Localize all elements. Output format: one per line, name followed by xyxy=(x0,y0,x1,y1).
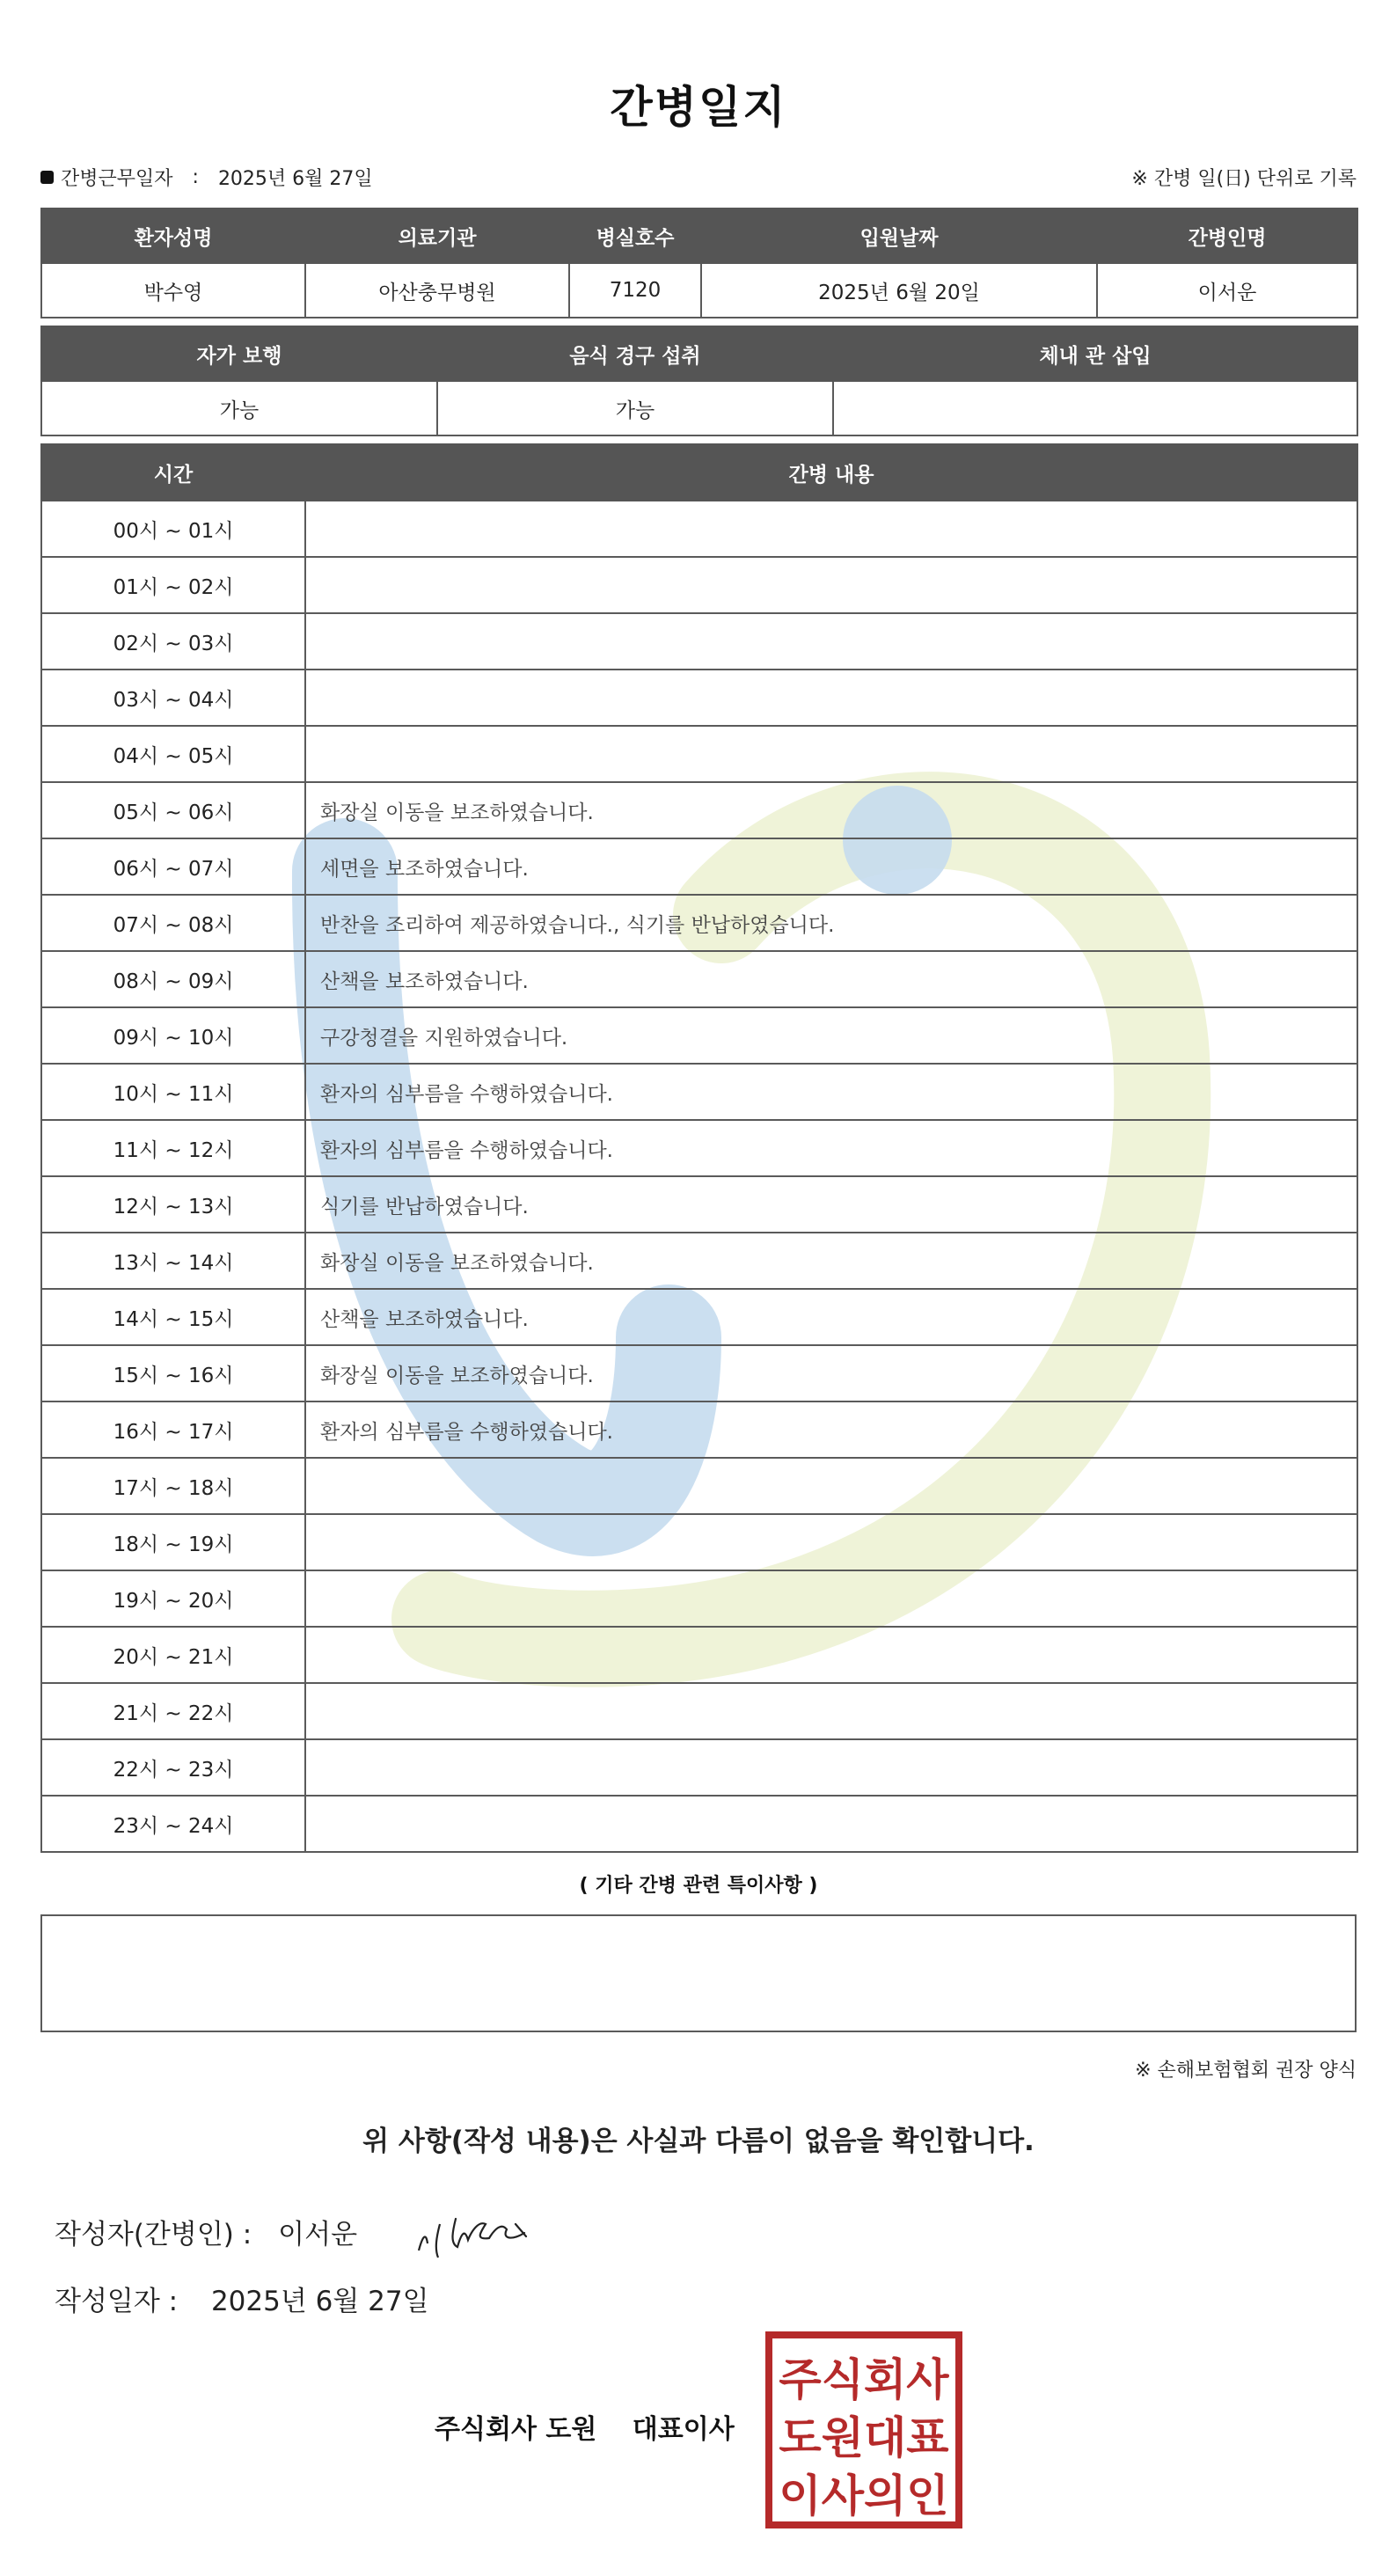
patient-status-table xyxy=(40,326,1358,436)
table-row xyxy=(41,838,1357,895)
time-cell: 14시 ~ 15시 xyxy=(41,1289,305,1345)
header-hospital: 의료기관 xyxy=(305,209,569,263)
header-oral-intake: 음식 경구 섭취 xyxy=(437,326,833,381)
written-date-value: 2025년 6월 27일 xyxy=(210,2286,429,2317)
table-row xyxy=(41,1739,1357,1796)
table-row xyxy=(41,1458,1357,1514)
time-cell: 04시 ~ 05시 xyxy=(41,726,305,782)
time-cell: 22시 ~ 23시 xyxy=(41,1739,305,1796)
time-cell: 08시 ~ 09시 xyxy=(41,951,305,1007)
company-seal-stamp xyxy=(764,2330,964,2530)
content-cell xyxy=(305,1796,1357,1852)
content-cell xyxy=(305,670,1357,726)
status-header-row xyxy=(41,326,1357,381)
table-row xyxy=(41,1233,1357,1289)
table-row xyxy=(41,613,1357,670)
oral-intake-value: 가능 xyxy=(437,381,833,435)
header-tube-insertion: 체내 관 삽입 xyxy=(833,326,1357,381)
company-name: 주식회사 도원 xyxy=(435,2414,597,2445)
written-date-label: 작성일자 : xyxy=(55,2286,179,2317)
content-cell xyxy=(305,501,1357,557)
header-caregiver-name: 간병인명 xyxy=(1097,209,1357,263)
remarks-title: ( 기타 간병 관련 특이사항 ) xyxy=(579,1875,818,1897)
content-cell: 산책을 보조하였습니다. xyxy=(305,1289,1357,1345)
author-value: 이서운 xyxy=(278,2219,358,2250)
table-row xyxy=(41,1007,1357,1064)
confirmation-statement: 위 사항(작성 내용)은 사실과 다름이 없음을 확인합니다. xyxy=(362,2126,1035,2157)
handwritten-signature xyxy=(410,2189,568,2259)
table-row xyxy=(41,726,1357,782)
hospital-value: 아산충무병원 xyxy=(305,263,569,318)
table-row xyxy=(41,670,1357,726)
content-cell xyxy=(305,1458,1357,1514)
table-row xyxy=(41,1570,1357,1627)
content-cell: 화장실 이동을 보조하였습니다. xyxy=(305,1345,1357,1401)
ceo-title: 대표이사 xyxy=(632,2414,735,2445)
admission-date-value: 2025년 6월 20일 xyxy=(701,263,1097,318)
time-cell: 10시 ~ 11시 xyxy=(41,1064,305,1120)
time-cell: 13시 ~ 14시 xyxy=(41,1233,305,1289)
seal-line-2: 도원대표 xyxy=(779,2412,949,2463)
time-cell: 19시 ~ 20시 xyxy=(41,1570,305,1627)
time-cell: 05시 ~ 06시 xyxy=(41,782,305,838)
content-cell: 구강청결을 지원하였습니다. xyxy=(305,1007,1357,1064)
table-row xyxy=(41,1401,1357,1458)
header-patient-name: 환자성명 xyxy=(41,209,305,263)
self-walking-value: 가능 xyxy=(41,381,437,435)
meta-row xyxy=(40,164,1357,195)
tube-insertion-value xyxy=(833,381,1357,435)
time-cell: 11시 ~ 12시 xyxy=(41,1120,305,1176)
table-row xyxy=(41,1796,1357,1852)
seal-line-3: 이사의인 xyxy=(779,2470,949,2521)
header-room: 병실호수 xyxy=(569,209,701,263)
time-cell: 06시 ~ 07시 xyxy=(41,838,305,895)
caregiver-name-value: 이서운 xyxy=(1097,263,1357,318)
content-cell: 환자의 심부름을 수행하였습니다. xyxy=(305,1064,1357,1120)
table-row xyxy=(41,1064,1357,1120)
care-log-header-row xyxy=(41,444,1357,501)
table-row xyxy=(41,1345,1357,1401)
content-cell: 화장실 이동을 보조하였습니다. xyxy=(305,782,1357,838)
header-time: 시간 xyxy=(41,444,305,501)
time-cell: 01시 ~ 02시 xyxy=(41,557,305,613)
work-date-label: 간병근무일자 xyxy=(61,168,173,190)
table-row xyxy=(41,1683,1357,1739)
table-row xyxy=(41,1289,1357,1345)
content-cell: 산책을 보조하였습니다. xyxy=(305,951,1357,1007)
bullet-square-icon xyxy=(40,171,54,184)
time-cell: 02시 ~ 03시 xyxy=(41,613,305,670)
written-date-line xyxy=(55,2279,429,2318)
content-cell xyxy=(305,1570,1357,1627)
record-unit-note: ※ 간병 일(日) 단위로 기록 xyxy=(1131,168,1357,190)
work-date-separator: : xyxy=(192,166,199,188)
patient-name-value: 박수영 xyxy=(41,263,305,318)
patient-info-value-row xyxy=(41,263,1357,318)
author-label: 작성자(간병인) : xyxy=(55,2219,252,2250)
content-cell xyxy=(305,726,1357,782)
content-cell xyxy=(305,1514,1357,1570)
care-log-table xyxy=(40,443,1358,1853)
header-self-walking: 자가 보행 xyxy=(41,326,437,381)
table-row xyxy=(41,782,1357,838)
work-date xyxy=(40,164,373,191)
room-value: 7120 xyxy=(569,263,701,318)
content-cell xyxy=(305,1627,1357,1683)
content-cell xyxy=(305,1683,1357,1739)
seal-line-1: 주식회사 xyxy=(779,2354,949,2405)
table-row xyxy=(41,1120,1357,1176)
author-line xyxy=(55,2212,357,2251)
table-row xyxy=(41,557,1357,613)
content-cell: 환자의 심부름을 수행하였습니다. xyxy=(305,1120,1357,1176)
time-cell: 15시 ~ 16시 xyxy=(41,1345,305,1401)
header-care-content: 간병 내용 xyxy=(305,444,1357,501)
time-cell: 18시 ~ 19시 xyxy=(41,1514,305,1570)
time-cell: 16시 ~ 17시 xyxy=(41,1401,305,1458)
time-cell: 12시 ~ 13시 xyxy=(41,1176,305,1233)
table-row xyxy=(41,1627,1357,1683)
content-cell xyxy=(305,1739,1357,1796)
page-title: 간병일지 xyxy=(610,82,787,133)
table-row xyxy=(41,501,1357,557)
time-cell: 07시 ~ 08시 xyxy=(41,895,305,951)
time-cell: 00시 ~ 01시 xyxy=(41,501,305,557)
table-row xyxy=(41,895,1357,951)
content-cell: 세면을 보조하였습니다. xyxy=(305,838,1357,895)
content-cell xyxy=(305,613,1357,670)
time-cell: 20시 ~ 21시 xyxy=(41,1627,305,1683)
table-row xyxy=(41,1514,1357,1570)
content-cell: 식기를 반납하였습니다. xyxy=(305,1176,1357,1233)
content-cell: 환자의 심부름을 수행하였습니다. xyxy=(305,1401,1357,1458)
content-cell xyxy=(305,557,1357,613)
status-value-row xyxy=(41,381,1357,435)
work-date-value: 2025년 6월 27일 xyxy=(217,168,373,190)
time-cell: 17시 ~ 18시 xyxy=(41,1458,305,1514)
table-row xyxy=(41,1176,1357,1233)
content-cell: 화장실 이동을 보조하였습니다. xyxy=(305,1233,1357,1289)
time-cell: 03시 ~ 04시 xyxy=(41,670,305,726)
recommended-form-note: ※ 손해보험협회 권장 양식 xyxy=(1135,2060,1357,2082)
table-row xyxy=(41,951,1357,1007)
remarks-box xyxy=(40,1914,1357,2032)
patient-info-header-row xyxy=(41,209,1357,263)
header-admission-date: 입원날짜 xyxy=(701,209,1097,263)
company-line xyxy=(435,2407,735,2446)
time-cell: 09시 ~ 10시 xyxy=(41,1007,305,1064)
patient-info-table xyxy=(40,208,1358,318)
time-cell: 23시 ~ 24시 xyxy=(41,1796,305,1852)
content-cell: 반찬을 조리하여 제공하였습니다., 식기를 반납하였습니다. xyxy=(305,895,1357,951)
time-cell: 21시 ~ 22시 xyxy=(41,1683,305,1739)
